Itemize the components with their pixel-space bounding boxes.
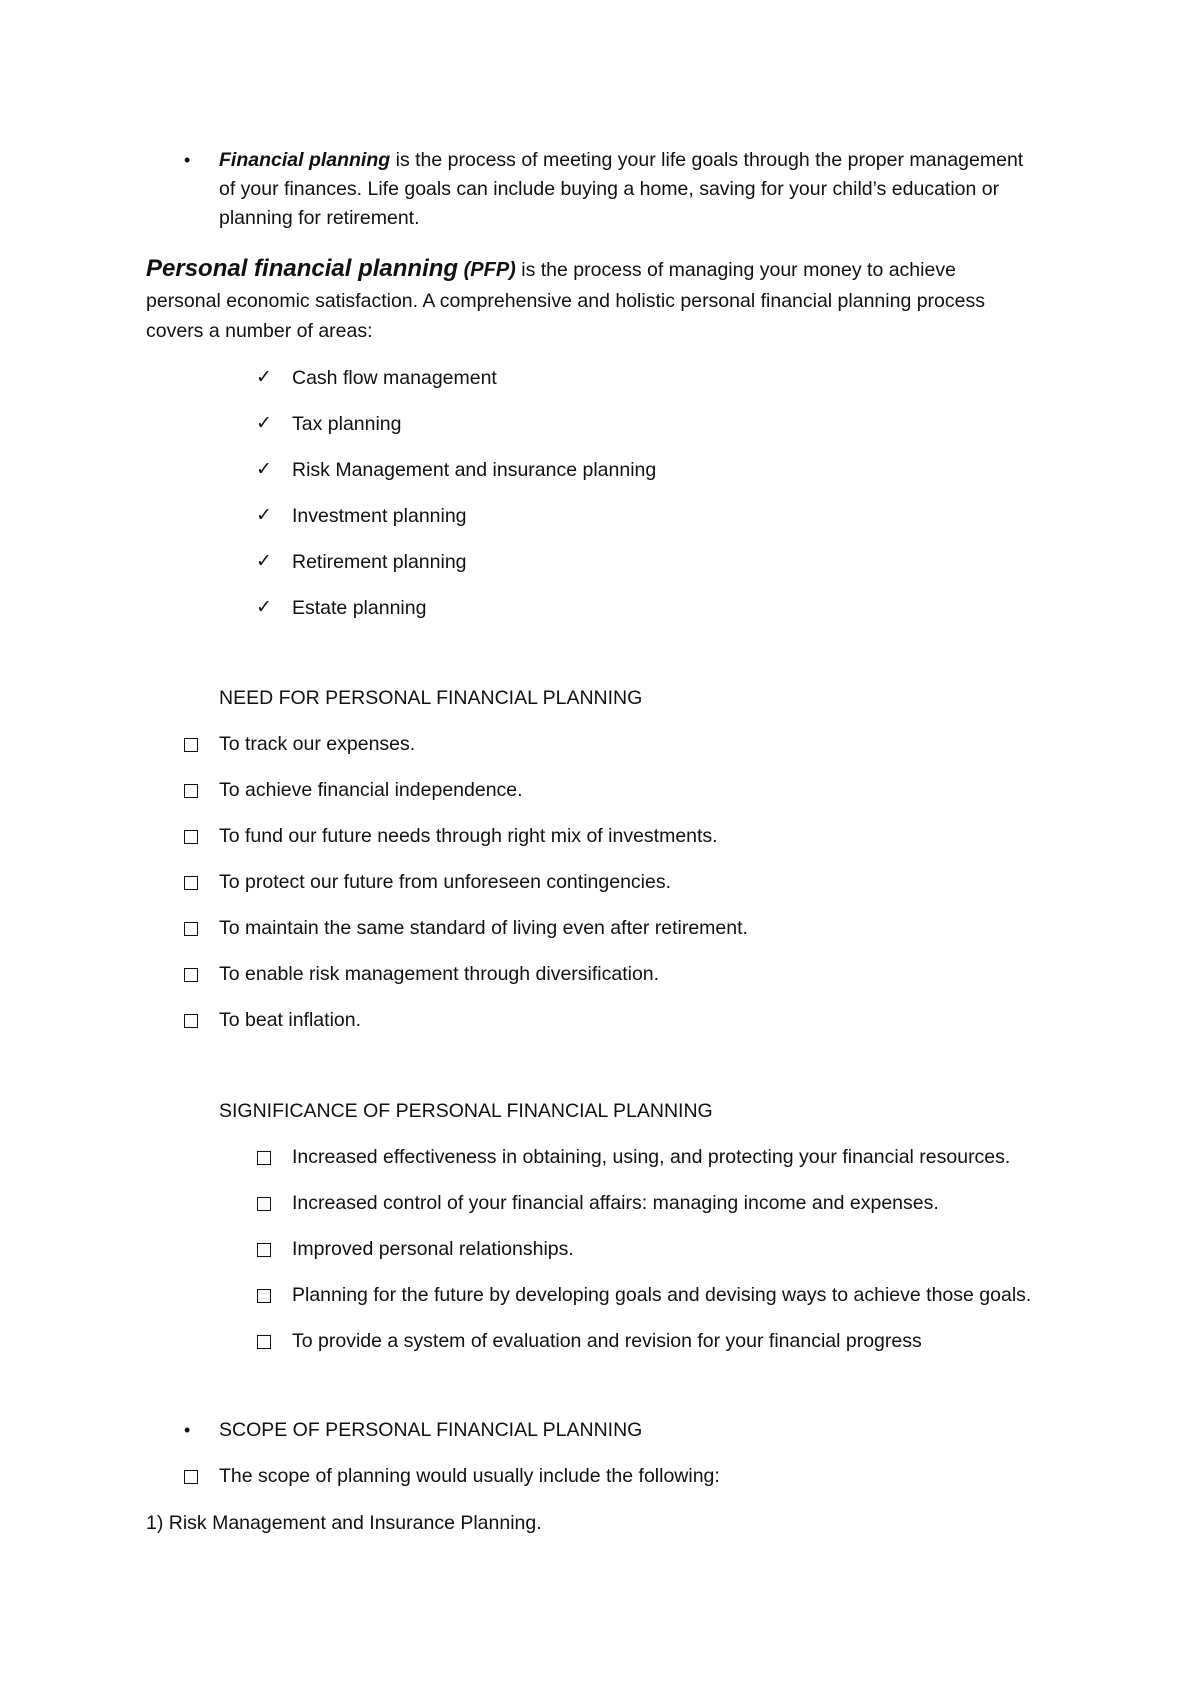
checkbox-square-icon xyxy=(184,738,198,752)
checkmark-icon: ✓ xyxy=(256,551,272,572)
area-item: Retirement planning xyxy=(292,551,467,573)
scope-heading: SCOPE OF PERSONAL FINANCIAL PLANNING xyxy=(219,1419,643,1441)
need-item: To enable risk management through diversification. xyxy=(219,963,660,985)
checkbox-square-icon xyxy=(184,1470,198,1484)
pfp-line-3: covers a number of areas: xyxy=(146,320,373,342)
need-item: To achieve financial independence. xyxy=(219,779,523,801)
bullet-dot: • xyxy=(184,1420,191,1440)
checkmark-icon: ✓ xyxy=(256,413,272,434)
need-item: To maintain the same standard of living even after retirement. xyxy=(219,917,748,939)
pfp-abbr: (PFP) xyxy=(458,259,516,281)
intro-line-1 xyxy=(219,146,1023,174)
intro-line-2: of your finances. Life goals can include buying a home, saving for your child’s education or xyxy=(219,178,1000,200)
area-item: Risk Management and insurance planning xyxy=(292,459,657,481)
significance-item: Improved personal relationships. xyxy=(292,1238,574,1260)
pfp-title: Personal financial planning xyxy=(146,255,459,282)
pfp-line-2: personal economic satisfaction. A comprehensive and holistic personal financial planning process xyxy=(146,290,985,312)
checkbox-square-icon xyxy=(184,784,198,798)
need-item: To track our expenses. xyxy=(219,733,416,755)
checkbox-square-icon xyxy=(184,922,198,936)
significance-item: Planning for the future by developing goals and devising ways to achieve those goals. xyxy=(292,1284,1032,1306)
need-item: To protect our future from unforeseen contingencies. xyxy=(219,871,672,893)
intro-line-3: planning for retirement. xyxy=(219,207,420,229)
bullet-dot: • xyxy=(184,150,191,170)
significance-item: To provide a system of evaluation and revision for your financial progress xyxy=(292,1330,922,1352)
checkbox-square-icon xyxy=(184,968,198,982)
checkbox-square-icon xyxy=(257,1151,271,1165)
scope-numbered-item: 1) Risk Management and Insurance Planning. xyxy=(146,1512,542,1534)
checkbox-square-icon xyxy=(184,876,198,890)
checkmark-icon: ✓ xyxy=(256,459,272,480)
need-item: To fund our future needs through right mix of investments. xyxy=(219,825,718,847)
pfp-line-1 xyxy=(146,255,956,284)
checkmark-icon: ✓ xyxy=(256,597,272,618)
checkbox-square-icon xyxy=(257,1289,271,1303)
scope-intro: The scope of planning would usually include the following: xyxy=(219,1465,720,1487)
significance-item: Increased effectiveness in obtaining, using, and protecting your financial resources. xyxy=(292,1146,1011,1168)
intro-line-1-text: is the process of meeting your life goals through the proper management xyxy=(390,149,1024,171)
significance-heading: SIGNIFICANCE OF PERSONAL FINANCIAL PLANNING xyxy=(219,1100,713,1122)
need-item: To beat inflation. xyxy=(219,1009,362,1031)
intro-term: Financial planning xyxy=(219,149,391,171)
area-item: Investment planning xyxy=(292,505,467,527)
area-item: Cash flow management xyxy=(292,367,497,389)
need-heading: NEED FOR PERSONAL FINANCIAL PLANNING xyxy=(219,687,643,709)
checkbox-square-icon xyxy=(184,830,198,844)
checkmark-icon: ✓ xyxy=(256,505,272,526)
significance-item: Increased control of your financial affairs: managing income and expenses. xyxy=(292,1192,939,1214)
pfp-line-1-text: is the process of managing your money to achieve xyxy=(515,259,956,281)
checkbox-square-icon xyxy=(257,1243,271,1257)
checkbox-square-icon xyxy=(257,1197,271,1211)
checkbox-square-icon xyxy=(257,1335,271,1349)
checkmark-icon: ✓ xyxy=(256,367,272,388)
area-item: Tax planning xyxy=(292,413,402,435)
area-item: Estate planning xyxy=(292,597,427,619)
checkbox-square-icon xyxy=(184,1014,198,1028)
